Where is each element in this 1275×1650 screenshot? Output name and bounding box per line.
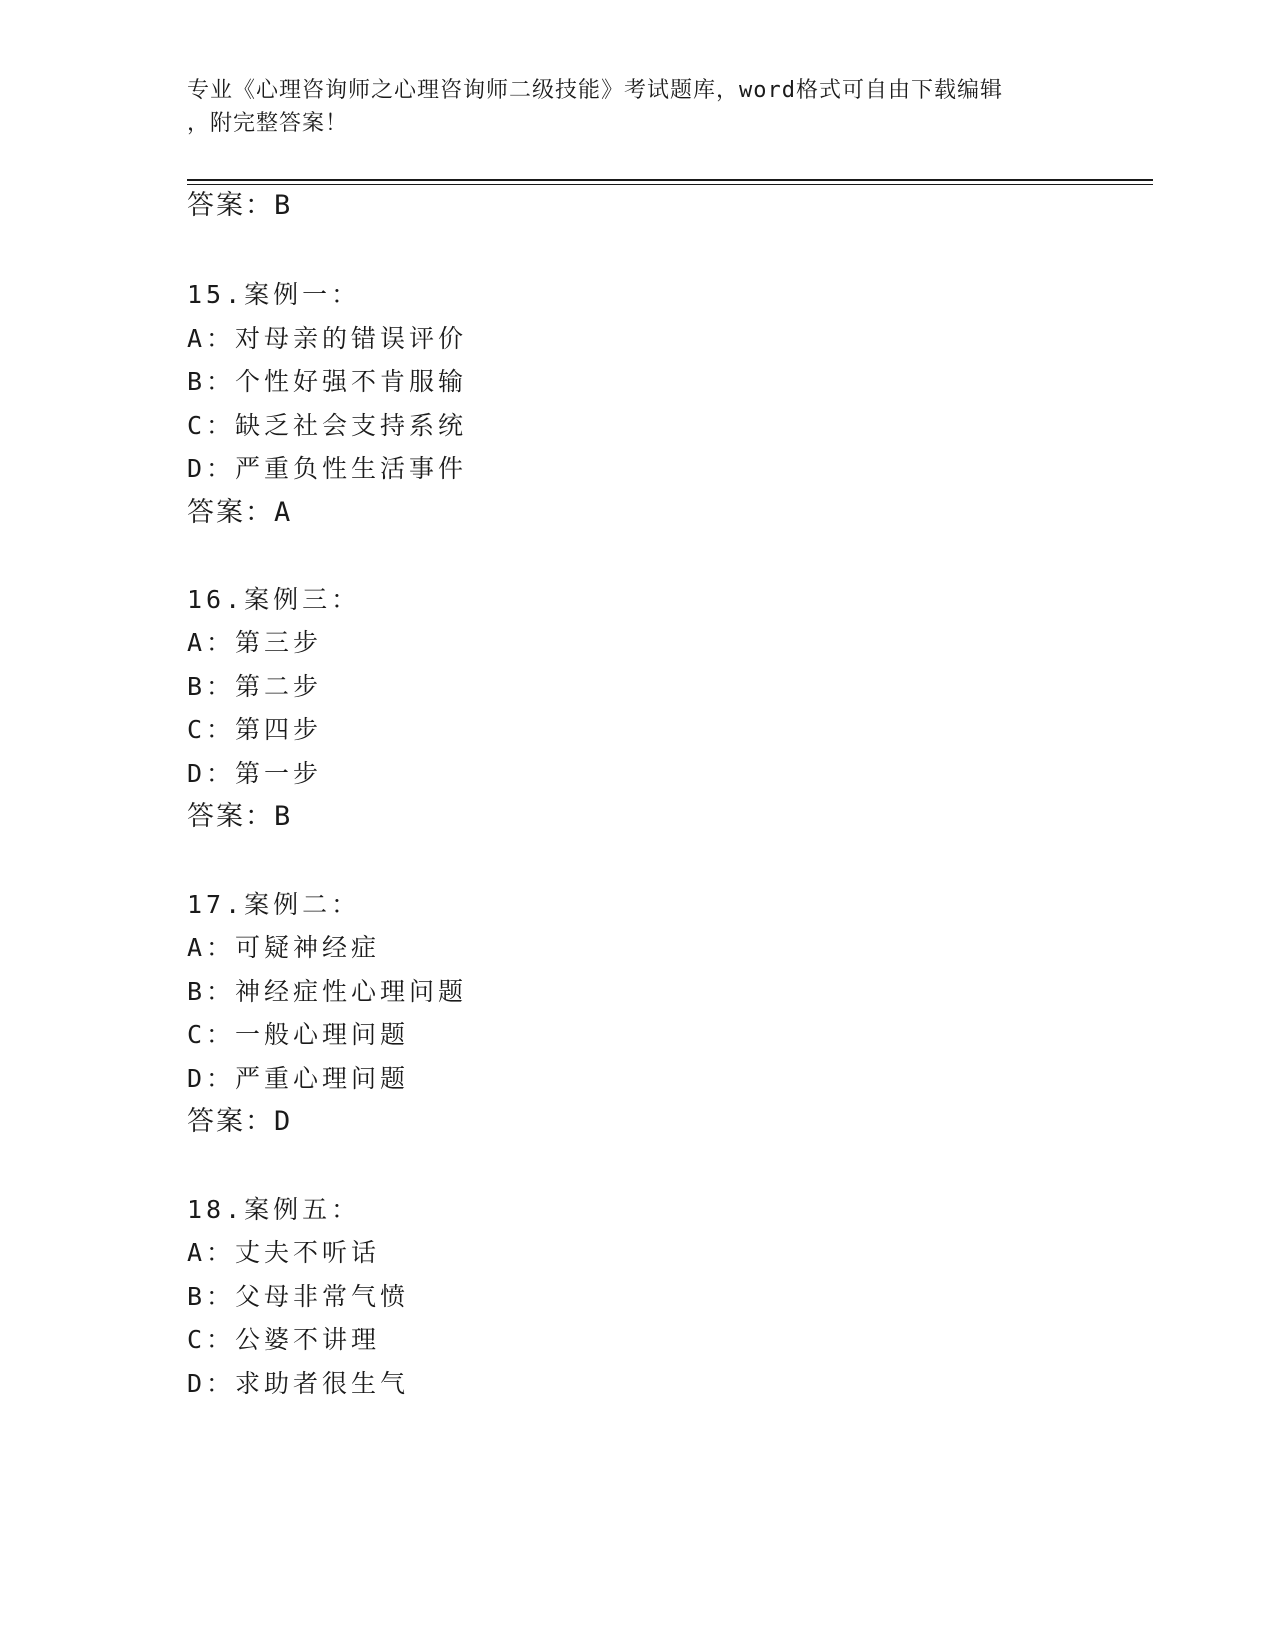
question-option: D：严重心理问题 <box>187 1064 410 1093</box>
question-option: C：缺乏社会支持系统 <box>187 411 468 440</box>
question-option: C：一般心理问题 <box>187 1020 410 1049</box>
question-option: D：第一步 <box>187 759 323 788</box>
question-title: 18.案例五： <box>187 1195 361 1224</box>
question-option: B：第二步 <box>187 672 323 701</box>
question-option: D：求助者很生气 <box>187 1369 410 1398</box>
question-option: C：公婆不讲理 <box>187 1325 381 1354</box>
question-option: B：父母非常气愤 <box>187 1282 410 1311</box>
question-option: D：严重负性生活事件 <box>187 454 468 483</box>
answer-line: 答案：B <box>187 190 293 221</box>
document-header <box>187 74 1087 140</box>
question-option: B：个性好强不肯服输 <box>187 367 468 396</box>
question-title: 15.案例一： <box>187 280 361 309</box>
question-option: A：丈夫不听话 <box>187 1238 381 1267</box>
header-line-1: 专业《心理咨询师之心理咨询师二级技能》考试题库，word格式可自由下载编辑 <box>187 78 1003 103</box>
header-divider-thin <box>187 184 1153 185</box>
answer-line: 答案：B <box>187 801 293 832</box>
header-line-2: ，附完整答案！ <box>187 111 349 136</box>
question-option: A：对母亲的错误评价 <box>187 324 468 353</box>
question-title: 16.案例三： <box>187 585 361 614</box>
question-title: 17.案例二： <box>187 890 361 919</box>
question-option: A：可疑神经症 <box>187 933 381 962</box>
question-option: B：神经症性心理问题 <box>187 977 468 1006</box>
answer-line: 答案：D <box>187 1106 293 1137</box>
question-option: C：第四步 <box>187 715 323 744</box>
header-divider-thick <box>187 179 1153 181</box>
question-option: A：第三步 <box>187 628 323 657</box>
answer-line: 答案：A <box>187 497 293 528</box>
